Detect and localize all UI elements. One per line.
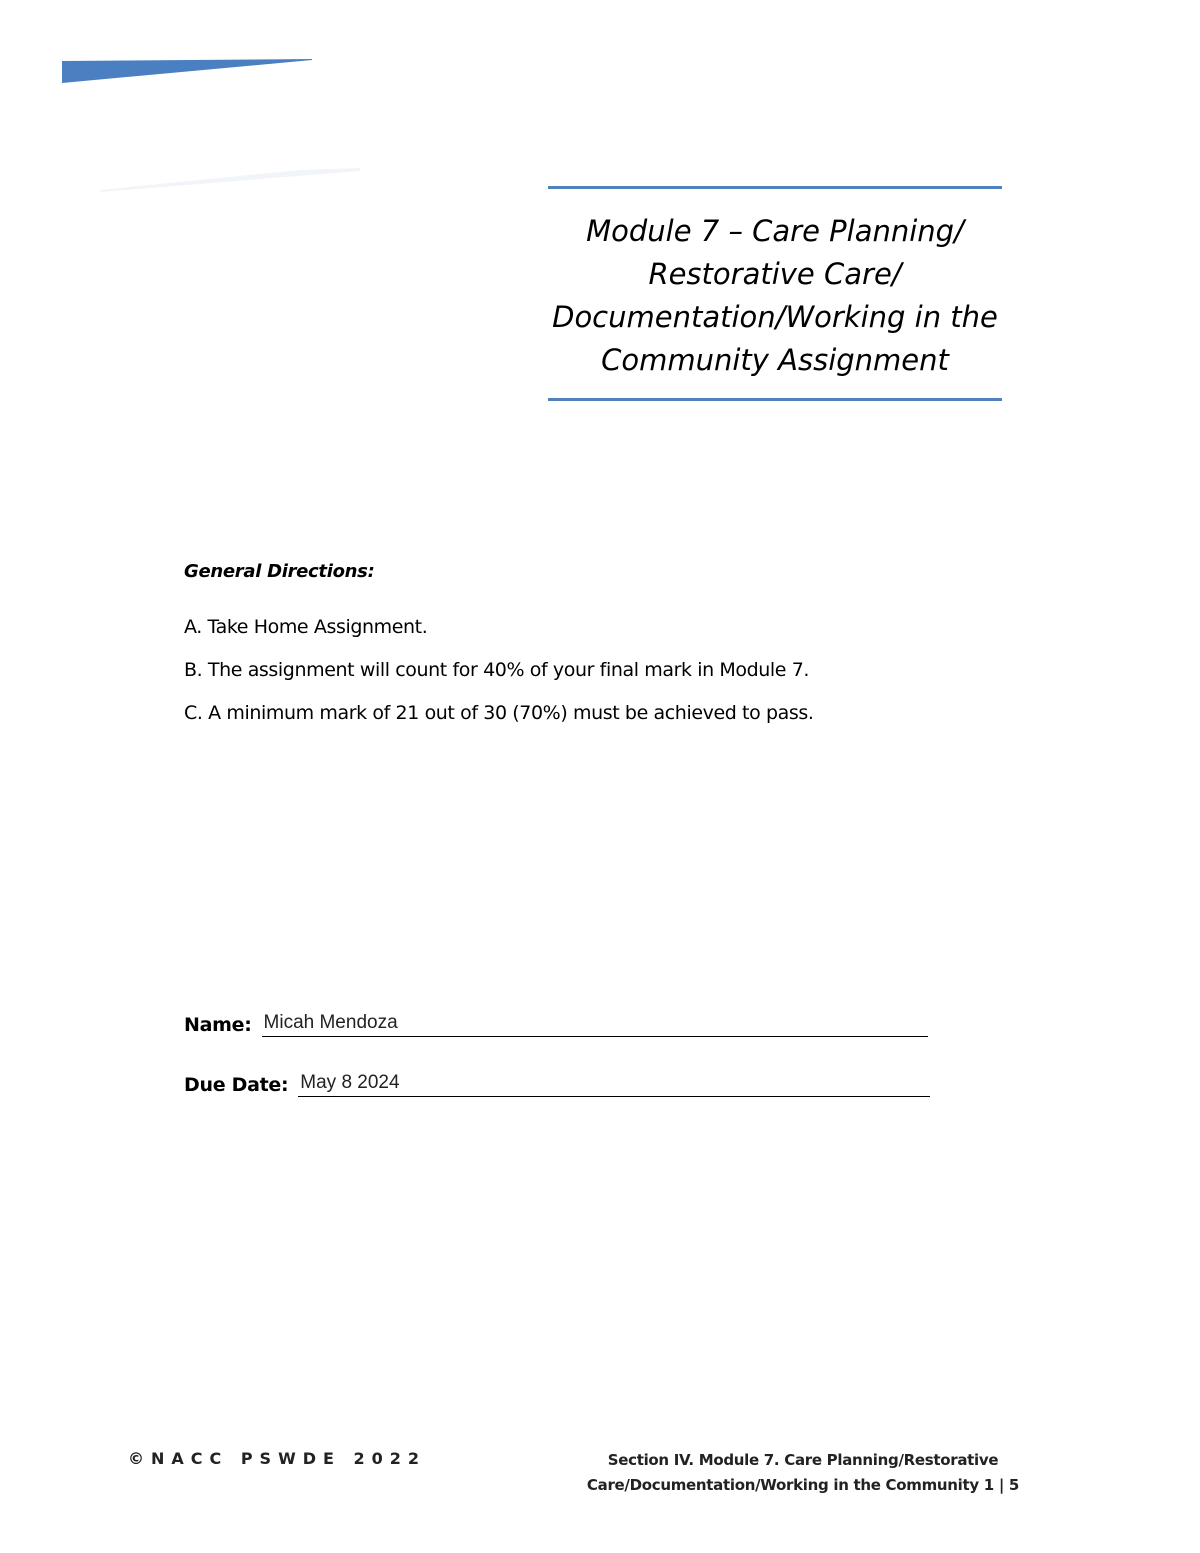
name-field-row [184,1011,928,1037]
document-title [548,210,1002,382]
footer-section-line-1: Section IV. Module 7. Care Planning/Restorative [607,1451,999,1469]
title-line-1: Module 7 – Care Planning/ [586,214,964,248]
general-directions [184,560,984,743]
title-line-3: Documentation/Working in the [552,300,998,334]
footer-section-line-2: Care/Documentation/Working in the Community 1 | 5 [586,1476,1020,1494]
title-block [548,186,1002,402]
due-date-label: Due Date: [184,1074,289,1096]
due-date-field[interactable]: May 8 2024 [298,1071,930,1097]
directions-heading: General Directions: [184,561,375,582]
direction-item-a: A. Take Home Assignment. [184,616,428,638]
due-date-field-row [184,1071,930,1097]
header-wedge-decoration [62,57,312,85]
title-line-4: Community Assignment [601,343,949,377]
footer-section-info [560,1448,1046,1498]
name-label: Name: [184,1014,252,1036]
name-field[interactable]: Micah Mendoza [262,1011,928,1037]
title-top-rule [548,186,1002,189]
direction-item-b: B. The assignment will count for 40% of your final mark in Module 7. [184,659,810,681]
header-faint-decoration [100,162,360,192]
title-line-2: Restorative Care/ [648,257,902,291]
direction-item-c: C. A minimum mark of 21 out of 30 (70%) must be achieved to pass. [184,702,814,724]
title-bottom-rule [548,398,1002,401]
footer-copyright: ©NACC PSWDE 2022 [128,1449,427,1468]
